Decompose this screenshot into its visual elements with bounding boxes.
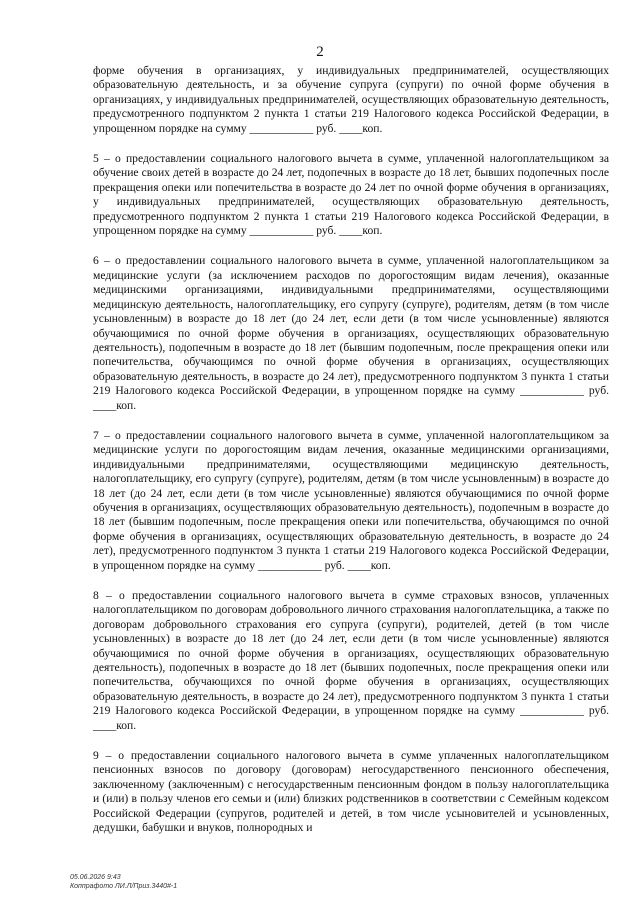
paragraph-item-8: 8 – о предоставлении социального налогового вычета в сумме страховых взносов, уплаченных налогоплательщиком по договорам добровольного личного страхования налогоплательщика, а также по договорам добровольного страхования его супруга (супруги), родителей, детей (в том числе усыновленных) в возрасте до 18 лет (до 24 лет, если дети (в том числе усыновленные) являются обучающимися по очной форме обучения в организациях, осуществляющих образовательную деятельность), подопечных в возрасте до 18 лет (бывших подопечных, после прекращения опеки или попечительства, обучающихся по очной форме обучения в организациях, осуществляющих образовательную деятельность, в возрасте до 24 лет), предусмотренного подпунктом 3 пункта 1 статьи 219 Налогового кодекса Российской Федерации, в упрощенном порядке на сумму ___________ руб. ____коп. — [93, 589, 609, 732]
document-body — [93, 64, 609, 852]
paragraph-item-5: 5 – о предоставлении социального налогового вычета в сумме, уплаченной налогоплательщиком за обучение своих детей в возрасте до 24 лет, подопечных в возрасте до 18 лет, бывших подопечных после прекращения опеки или попечительства в возрасте до 24 лет по очной форме обучения в организациях, у индивидуальных предпринимателей, осуществляющих образовательную деятельность, предусмотренного подпунктом 2 пункта 1 статьи 219 Налогового кодекса Российской Федерации, в упрощенном порядке на сумму ___________ руб. ____коп. — [93, 152, 609, 238]
footer-timestamp: 05.06.2026 9:43 — [70, 874, 121, 881]
page-number: 2 — [316, 44, 324, 60]
paragraph-item-6: 6 – о предоставлении социального налогового вычета в сумме, уплаченной налогоплательщиком за медицинские услуги (за исключением расходов по дорогостоящим видам лечения), оказанные медицинскими организациями, индивидуальными предпринимателями, осуществляющими медицинскую деятельность, налогоплательщику, его супругу (супруге), родителям, детям (в том числе усыновленным) в возрасте до 18 лет (до 24 лет, если дети (в том числе усыновленные) являются обучающимися по очной форме обучения в организациях, осуществляющих образовательную деятельность), подопечным в возрасте до 18 лет (бывшим подопечным, после прекращения опеки или попечительства, обучающимся по очной форме обучения в организациях, осуществляющих образовательную деятельность, в возрасте до 24 лет), предусмотренного подпунктом 3 пункта 1 статьи 219 Налогового кодекса Российской Федерации, в упрощенном порядке на сумму ___________ руб. ____коп. — [93, 254, 609, 412]
footer-doc-id: Коппрафото ЛИ.Л/Приз.3440#-1 — [70, 883, 178, 890]
paragraph-continuation: форме обучения в организациях, у индивидуальных предпринимателей, осуществляющих образовательную деятельность, и за обучение супруга (супруги) по очной форме обучения в организациях, у индивидуальных предпринимателей, осуществляющих образовательную деятельность, предусмотренного подпунктом 2 пункта 1 статьи 219 Налогового кодекса Российской Федерации, в упрощенном порядке на сумму ___________ руб. ____коп. — [93, 64, 609, 135]
paragraph-item-7: 7 – о предоставлении социального налогового вычета в сумме, уплаченной налогоплательщиком за медицинские услуги по дорогостоящим видам лечения, оказанные медицинскими организациями, индивидуальными предпринимателями, осуществляющими медицинскую деятельность, налогоплательщику, его супругу (супруге), родителям, детям (в том числе усыновленным) в возрасте до 18 лет (до 24 лет, если дети (в том числе усыновленные) являются обучающимися по очной форме обучения в организациях, осуществляющих образовательную деятельность), подопечным в возрасте до 18 лет (бывшим подопечным, после прекращения опеки или попечительства, обучающимся по очной форме обучения в организациях, осуществляющих образовательную деятельность, в возрасте до 24 лет), предусмотренного подпунктом 3 пункта 1 статьи 219 Налогового кодекса Российской Федерации, в упрощенном порядке на сумму ___________ руб. ____коп. — [93, 428, 609, 572]
paragraph-item-9: 9 – о предоставлении социального налогового вычета в сумме уплаченных налогоплательщиком пенсионных взносов по договору (договорам) негосударственного пенсионного обеспечения, заключенному (заключенным) с негосударственным пенсионным фондом в пользу налогоплательщика и (или) в пользу членов его семьи и (или) близких родственников в соответствии с Семейным кодексом Российской Федерации (супругов, родителей и детей, в том числе усыновителей и усыновленных, дедушки, бабушки и внуков, полнородных и — [93, 749, 609, 835]
